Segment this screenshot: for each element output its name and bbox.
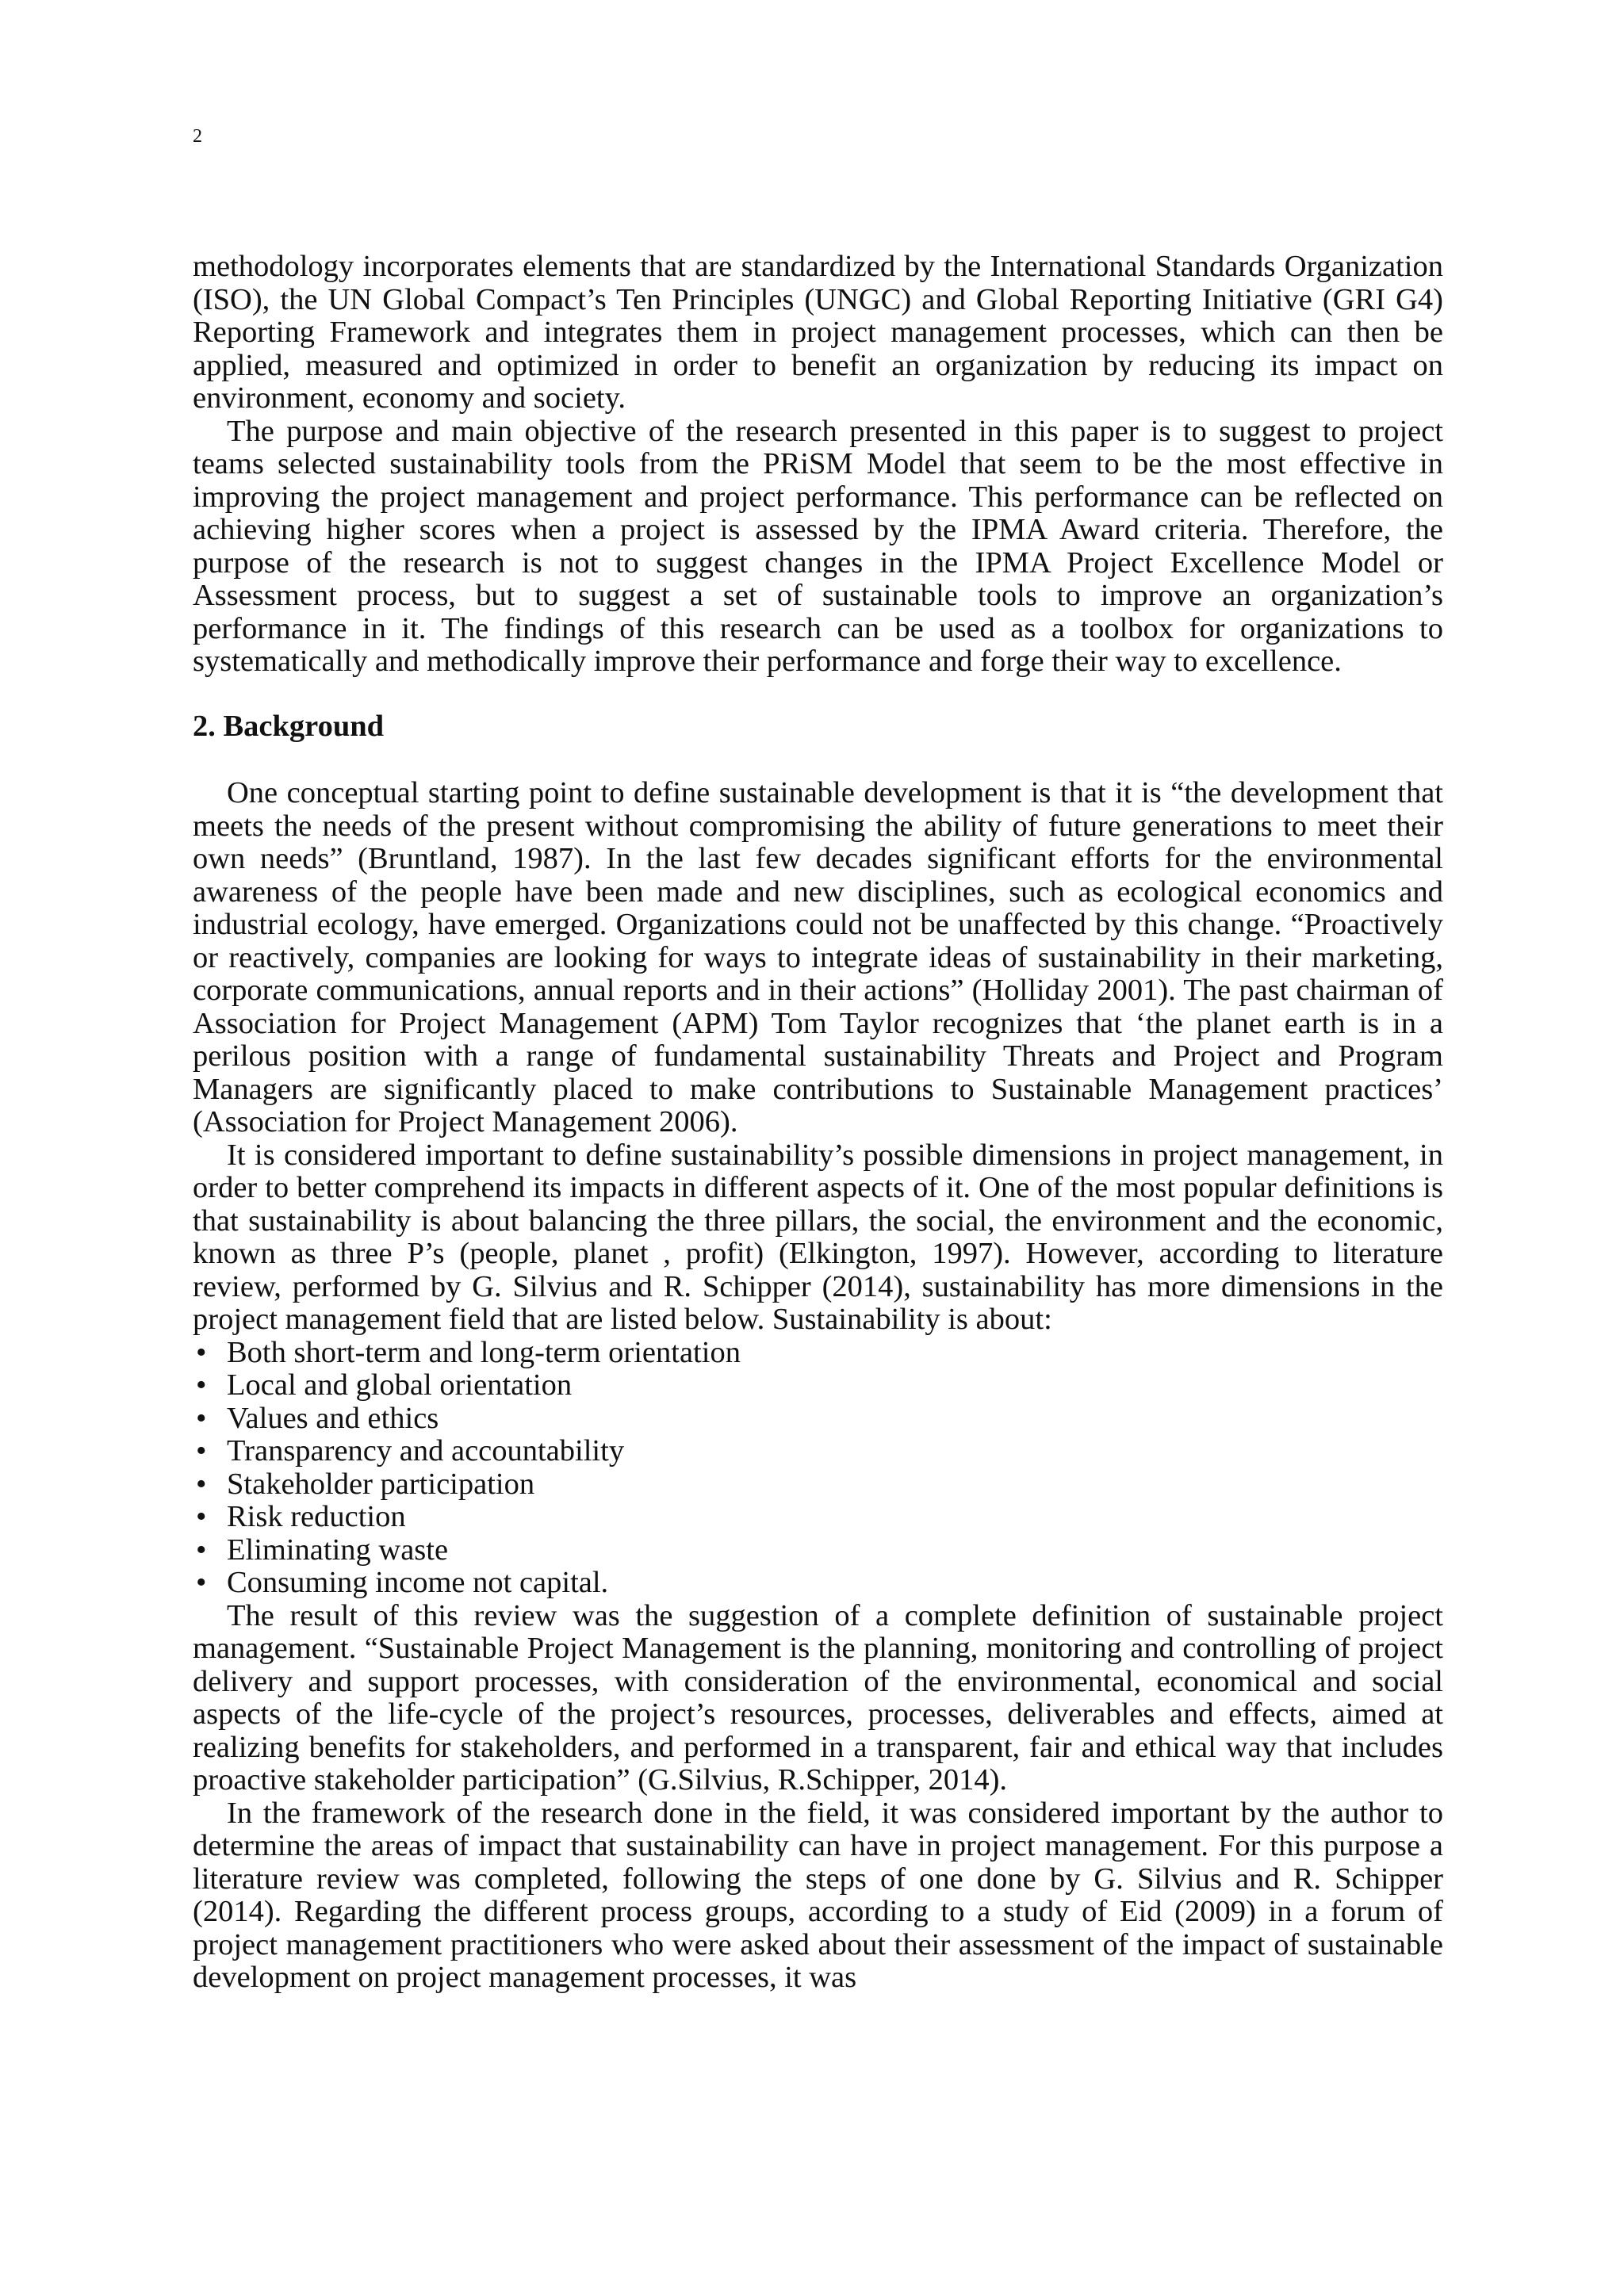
paragraph-research-framework: In the framework of the research done in the field, it was considered important by the author to determine the areas of impact that sustainability can have in project management. For this purpose a literature review was completed, following the steps of one done by G. Silvius and R. Schipper (2014). Regarding the different process groups, according to a study of Eid (2009) in a forum of project management practitioners who were asked about their assessment of the impact of sustainable development on project management processes, it was [193, 1796, 1443, 1994]
bullet-icon: • [196, 1335, 207, 1369]
list-item-text: Both short-term and long-term orientation [227, 1335, 741, 1369]
list-item [193, 1534, 1443, 1567]
paragraph-sustainable-development: One conceptual starting point to define sustainable development is that it is “the development that meets the needs of the present without compromising the ability of future generations to meet their own needs” (Bruntland, 1987). In the last few decades significant efforts for the environmental awareness of the people have been made and new disciplines, such as ecological economics and industrial ecology, have emerged. Organizations could not be unaffected by this change. “Proactively or reactively, companies are looking for ways to integrate ideas of sustainability in their marketing, corporate communications, annual reports and in their actions” (Holliday 2001). The past chairman of Association for Project Management (APM) Tom Taylor recognizes that ‘the planet earth is in a perilous position with a range of fundamental sustainability Threats and Project and Program Managers are significantly placed to make contributions to Sustainable Management practices’ (Association for Project Management 2006). [193, 776, 1443, 1138]
paragraph-definition: The result of this review was the suggestion of a complete definition of sustainable project management. “Sustainable Project Management is the planning, monitoring and controlling of project delivery and support processes, with consideration of the environmental, economical and social aspects of the life-cycle of the project’s resources, processes, deliverables and effects, aimed at realizing benefits for stakeholders, and performed in a transparent, fair and ethical way that includes proactive stakeholder participation” (G.Silvius, R.Schipper, 2014). [193, 1598, 1443, 1797]
bullet-icon: • [196, 1401, 207, 1435]
list-item [193, 1402, 1443, 1436]
list-item [193, 1435, 1443, 1468]
list-item [193, 1369, 1443, 1402]
bullet-icon: • [196, 1368, 207, 1402]
paragraph-sustainability-dimensions: It is considered important to define sustainability’s possible dimensions in project management, in order to better comprehend its impacts in different aspects of it. One of the most popular definitions is that sustainability is about balancing the three pillars, the social, the environment and the economic, known as three P’s (people, planet , profit) (Elkington, 1997). However, according to literature review, performed by G. Silvius and R. Schipper (2014), sustainability has more dimensions in the project management field that are listed below. Sustainability is about: [193, 1138, 1443, 1336]
paragraph-intro-continued: methodology incorporates elements that are standardized by the International Standards Organization (ISO), the UN Global Compact’s Ten Principles (UNGC) and Global Reporting Initiative (GRI G4) Reporting Framework and integrates them in project management processes, which can then be applied, measured and optimized in order to benefit an organization by reducing its impact on environment, economy and society. [193, 250, 1443, 415]
list-item-text: Stakeholder participation [227, 1467, 535, 1501]
list-item-text: Eliminating waste [227, 1533, 449, 1567]
list-item-text: Consuming income not capital. [227, 1566, 609, 1599]
list-item [193, 1567, 1443, 1600]
bullet-icon: • [196, 1533, 207, 1567]
sustainability-list [193, 1337, 1443, 1600]
list-item-text: Values and ethics [227, 1401, 439, 1435]
list-item-text: Transparency and accountability [227, 1434, 625, 1468]
bullet-icon: • [196, 1566, 207, 1599]
list-item [193, 1337, 1443, 1370]
bullet-icon: • [196, 1500, 207, 1533]
bullet-icon: • [196, 1434, 207, 1468]
list-item-text: Risk reduction [227, 1500, 406, 1533]
list-item [193, 1468, 1443, 1502]
page-body [193, 251, 1443, 1995]
paragraph-purpose: The purpose and main objective of the research presented in this paper is to suggest to project teams selected sustainability tools from the PRiSM Model that seem to be the most effective in improving the project management and project performance. This performance can be reflected on achieving higher scores when a project is assessed by the IPMA Award criteria. Therefore, the purpose of the research is not to suggest changes in the IPMA Project Excellence Model or Assessment process, but to suggest a set of sustainable tools to improve an organization’s performance in it. The findings of this research can be used as a toolbox for organizations to systematically and methodically improve their performance and forge their way to excellence. [193, 414, 1443, 678]
bullet-icon: • [196, 1467, 207, 1501]
list-item [193, 1501, 1443, 1534]
list-item-text: Local and global orientation [227, 1368, 573, 1402]
section-heading-background: 2. Background [193, 709, 385, 743]
page-number: 2 [193, 126, 202, 147]
